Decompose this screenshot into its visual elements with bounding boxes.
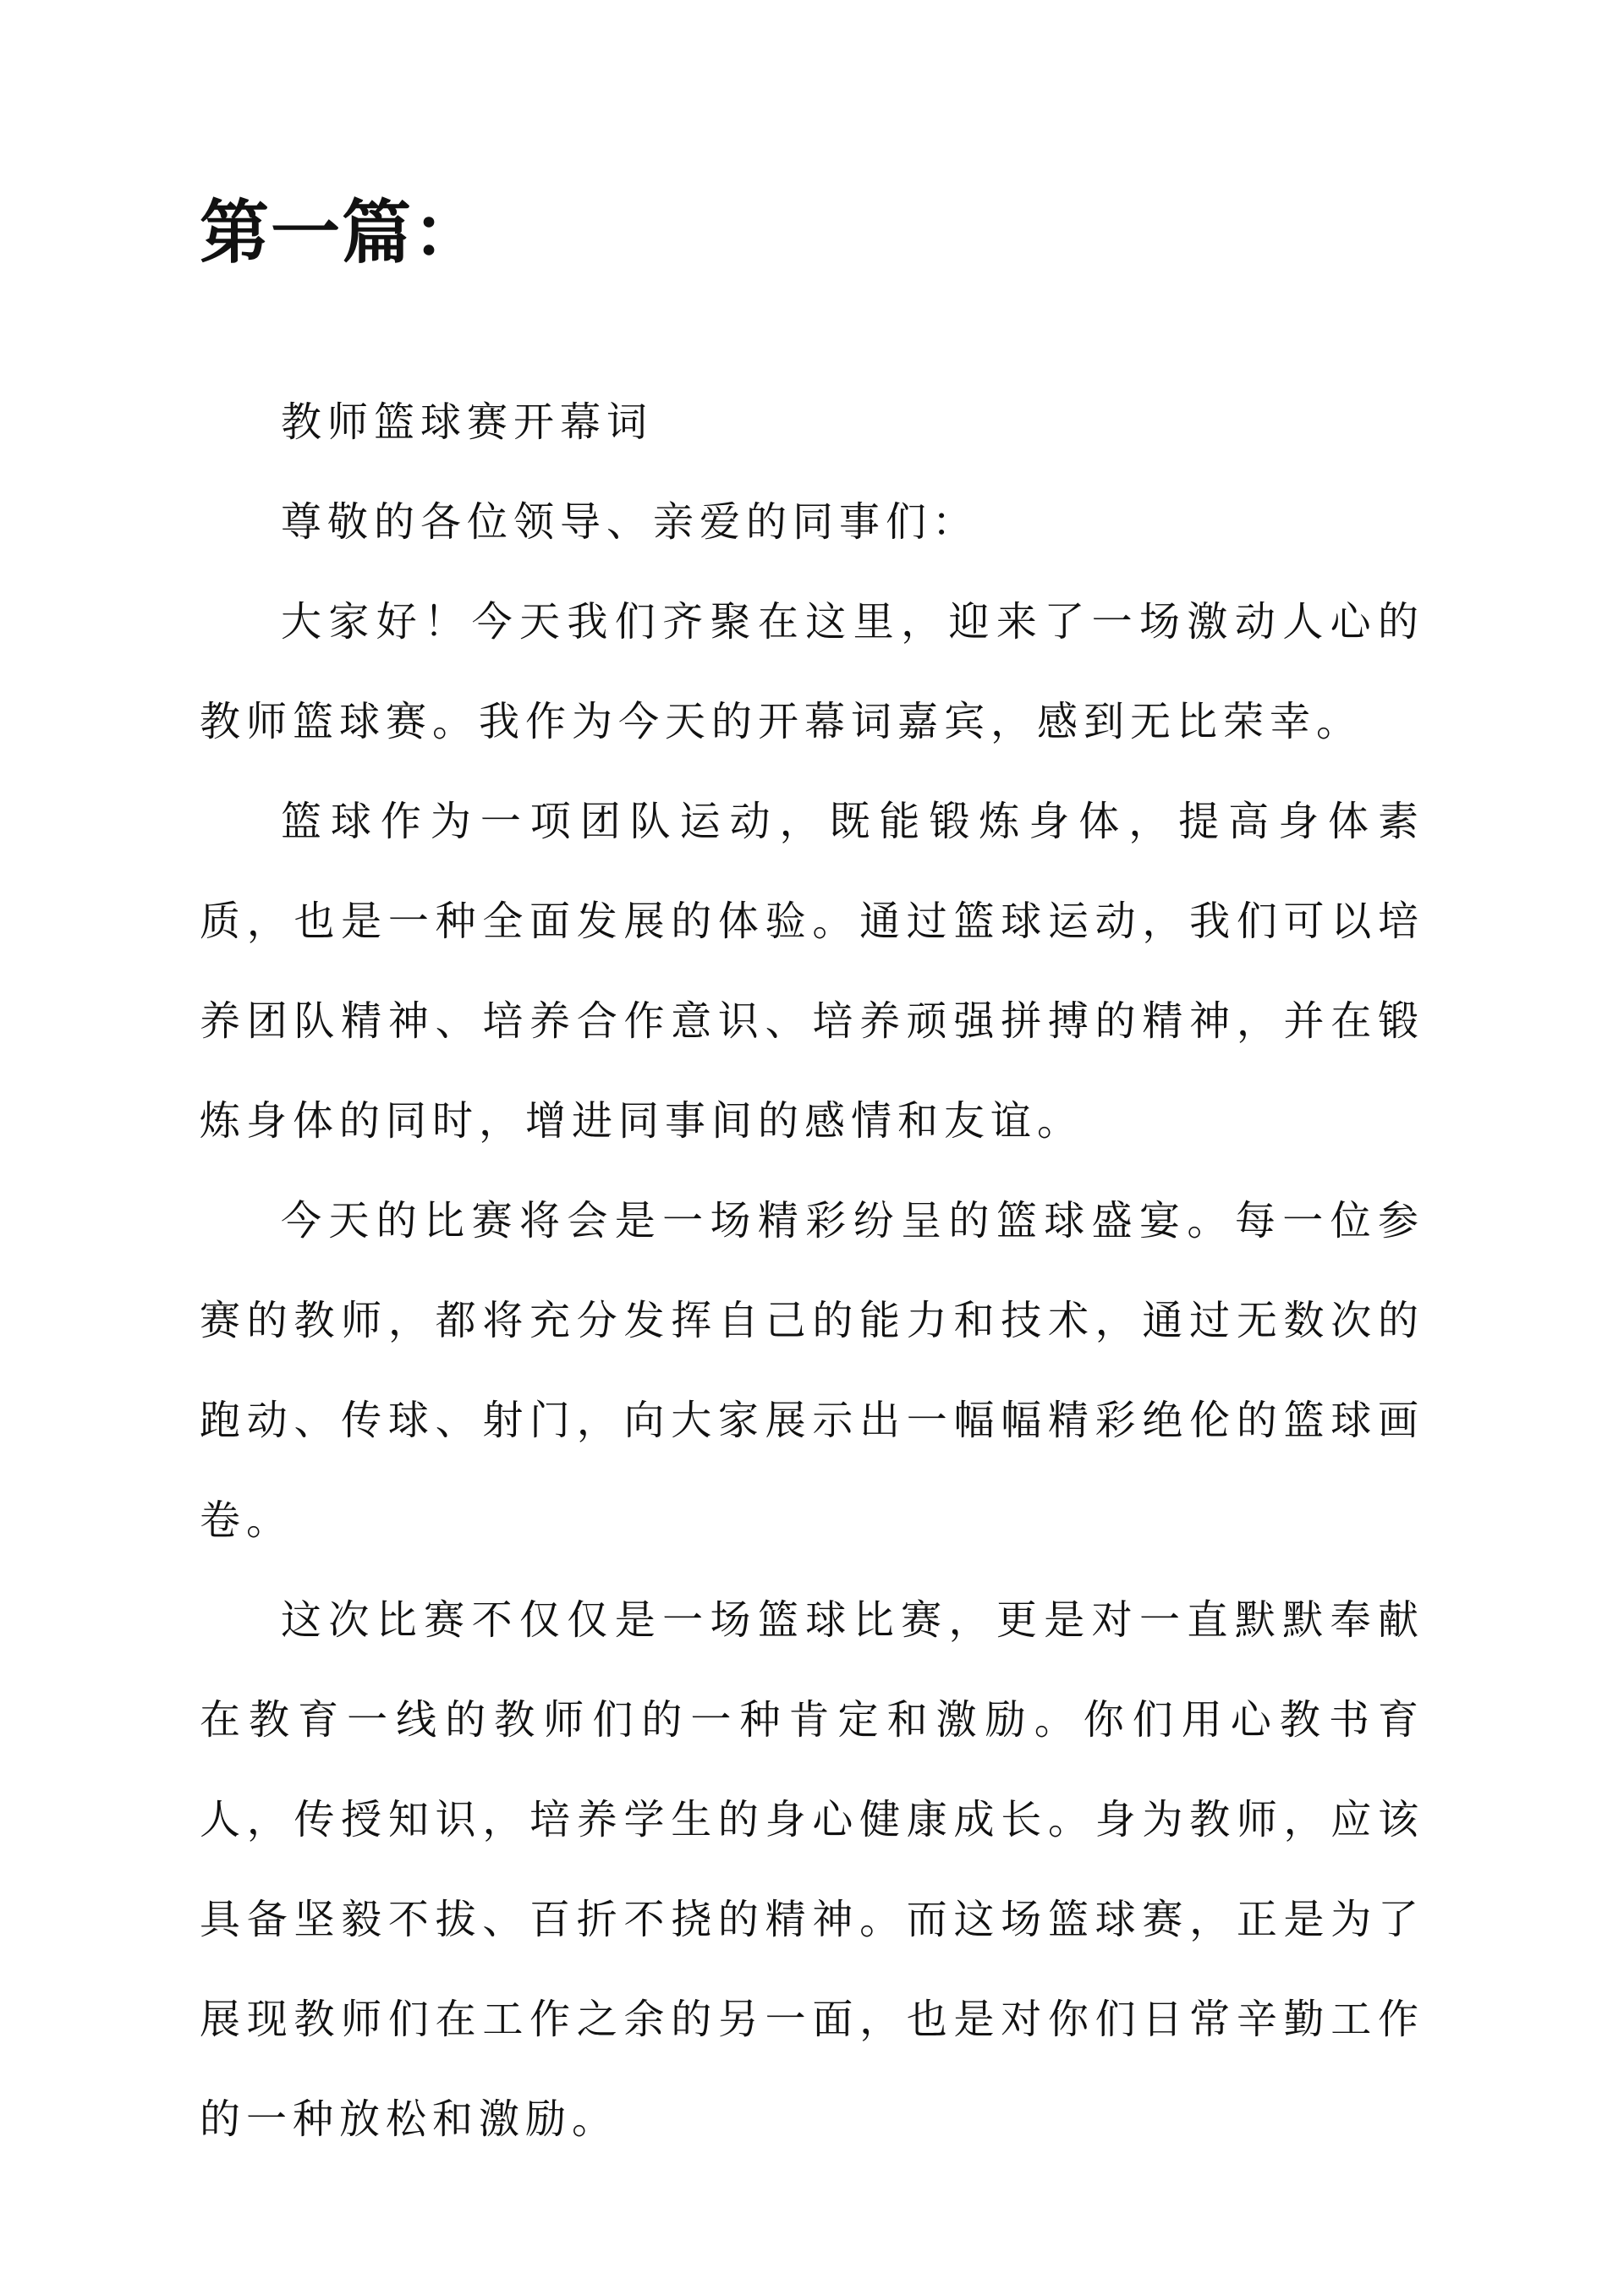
section-heading: 第一篇：	[200, 192, 485, 273]
salutation: 尊敬的各位领导、亲爱的同事们：	[281, 498, 979, 546]
document-body	[200, 372, 1424, 2169]
paragraph-basketball-benefits: 篮球作为一项团队运动，既能锻炼身体，提高身体素质，也是一种全面发展的体验。通过篮球运动，我们可以培养团队精神、培养合作意识、培养顽强拼搏的精神，并在锻炼身体的同时，增进同事间的感情和友谊。	[200, 798, 1424, 1145]
document-page	[200, 0, 1424, 2296]
speech-title: 教师篮球赛开幕词	[281, 398, 654, 446]
paragraph-teacher-tribute: 这次比赛不仅仅是一场篮球比赛，更是对一直默默奉献在教育一线的教师们的一种肯定和激励。你们用心教书育人，传授知识，培养学生的身心健康成长。身为教师，应该具备坚毅不拔、百折不挠的精神。而这场篮球赛，正是为了展现教师们在工作之余的另一面，也是对你们日常辛勤工作的一种放松和激励。	[200, 1596, 1424, 2143]
paragraph-match-preview: 今天的比赛将会是一场精彩纷呈的篮球盛宴。每一位参赛的教师，都将充分发挥自己的能力和技术，通过无数次的跑动、传球、射门，向大家展示出一幅幅精彩绝伦的篮球画卷。	[200, 1197, 1424, 1544]
paragraph-greeting: 大家好！今天我们齐聚在这里，迎来了一场激动人心的教师篮球赛。我作为今天的开幕词嘉宾，感到无比荣幸。	[200, 598, 1424, 745]
